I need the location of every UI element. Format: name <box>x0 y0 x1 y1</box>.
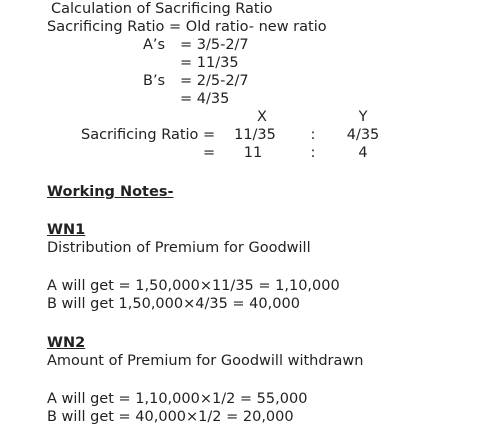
ratio-column-y-header: Y <box>358 109 368 125</box>
wn2-subtitle: Amount of Premium for Goodwill withdrawn <box>47 353 364 369</box>
sacrificing-ratio-x-value: 11/35 <box>234 127 276 143</box>
ratio-colon: : <box>310 127 316 143</box>
wn1-b-share: B will get 1,50,000×4/35 = 40,000 <box>47 296 300 312</box>
ratio-colon: : <box>310 145 316 161</box>
simplified-ratio-x-value: 11 <box>243 145 263 161</box>
wn1-a-share: A will get = 1,50,000×11/35 = 1,10,000 <box>47 278 340 294</box>
sacrificing-ratio-y-value: 4/35 <box>346 127 380 143</box>
sacrificing-ratio-row-label: Sacrificing Ratio = <box>81 127 216 143</box>
calculation-heading: Calculation of Sacrificing Ratio <box>51 1 273 17</box>
wn2-b-share: B will get = 40,000×1/2 = 20,000 <box>47 409 294 425</box>
ratio-column-x-header: X <box>257 109 267 125</box>
b-calculation-result: = 4/35 <box>180 91 230 107</box>
working-notes-heading: Working Notes- <box>47 184 174 200</box>
wn2-title: WN2 <box>47 335 86 351</box>
simplified-ratio-equals: = <box>203 145 216 161</box>
a-calculation-result: = 11/35 <box>180 55 239 71</box>
sacrificing-ratio-formula: Sacrificing Ratio = Old ratio- new ratio <box>47 19 327 35</box>
a-label: A’s <box>143 37 166 53</box>
b-label: B’s <box>143 73 166 89</box>
wn1-subtitle: Distribution of Premium for Goodwill <box>47 240 311 256</box>
b-calculation-step1: = 2/5-2/7 <box>180 73 249 89</box>
wn1-title: WN1 <box>47 222 86 238</box>
simplified-ratio-y-value: 4 <box>358 145 368 161</box>
a-calculation-step1: = 3/5-2/7 <box>180 37 249 53</box>
wn2-a-share: A will get = 1,10,000×1/2 = 55,000 <box>47 391 308 407</box>
